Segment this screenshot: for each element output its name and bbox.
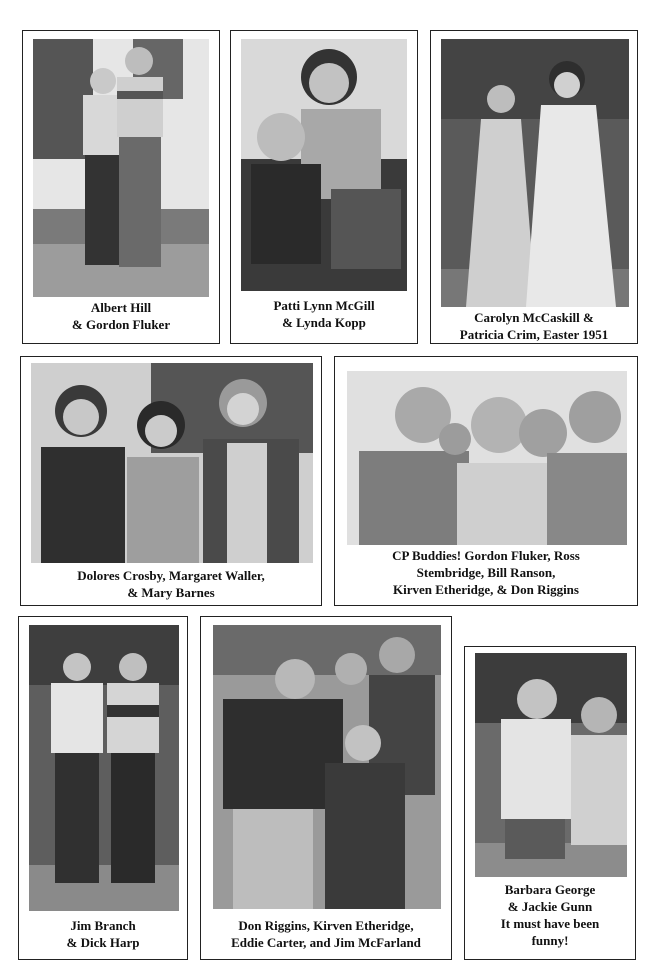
photo-caption: Barbara George & Jackie Gunn It must have been funny! — [500, 882, 600, 948]
photo-card-dolores-margaret-mary — [20, 356, 322, 606]
photo-caption: Jim Branch & Dick Harp — [66, 918, 140, 950]
photo-card-carolyn-patricia — [430, 30, 638, 344]
photo-cp-buddies — [347, 371, 627, 545]
photo-patti-lynda — [241, 39, 407, 291]
photo-card-albert-gordon — [22, 30, 220, 344]
photo-caption: Dolores Crosby, Margaret Waller, & Mary Barnes — [77, 568, 265, 600]
photo-card-jim-dick — [18, 616, 188, 960]
photo-barbara-jackie — [475, 653, 627, 877]
photo-dolores-margaret-mary — [31, 363, 313, 563]
photo-card-cp-buddies — [334, 356, 638, 606]
photo-card-don-kirven-eddie-jim — [200, 616, 452, 960]
photo-caption: Don Riggins, Kirven Etheridge, Eddie Carter, and Jim McFarland — [231, 918, 421, 950]
photo-jim-dick — [29, 625, 179, 911]
photo-don-kirven-eddie-jim — [213, 625, 441, 909]
photo-albert-gordon — [33, 39, 209, 297]
photo-carolyn-patricia — [441, 39, 629, 307]
photo-caption: Albert Hill & Gordon Fluker — [71, 300, 171, 332]
photo-caption: CP Buddies! Gordon Fluker, Ross Stembridge, Bill Ranson, Kirven Etheridge, & Don Riggins — [392, 548, 580, 597]
photo-caption: Patti Lynn McGill & Lynda Kopp — [273, 298, 375, 330]
photo-card-barbara-jackie — [464, 646, 636, 960]
photo-card-patti-lynda — [230, 30, 418, 344]
photo-caption: Carolyn McCaskill & Patricia Crim, Easter 1951 — [459, 310, 609, 342]
